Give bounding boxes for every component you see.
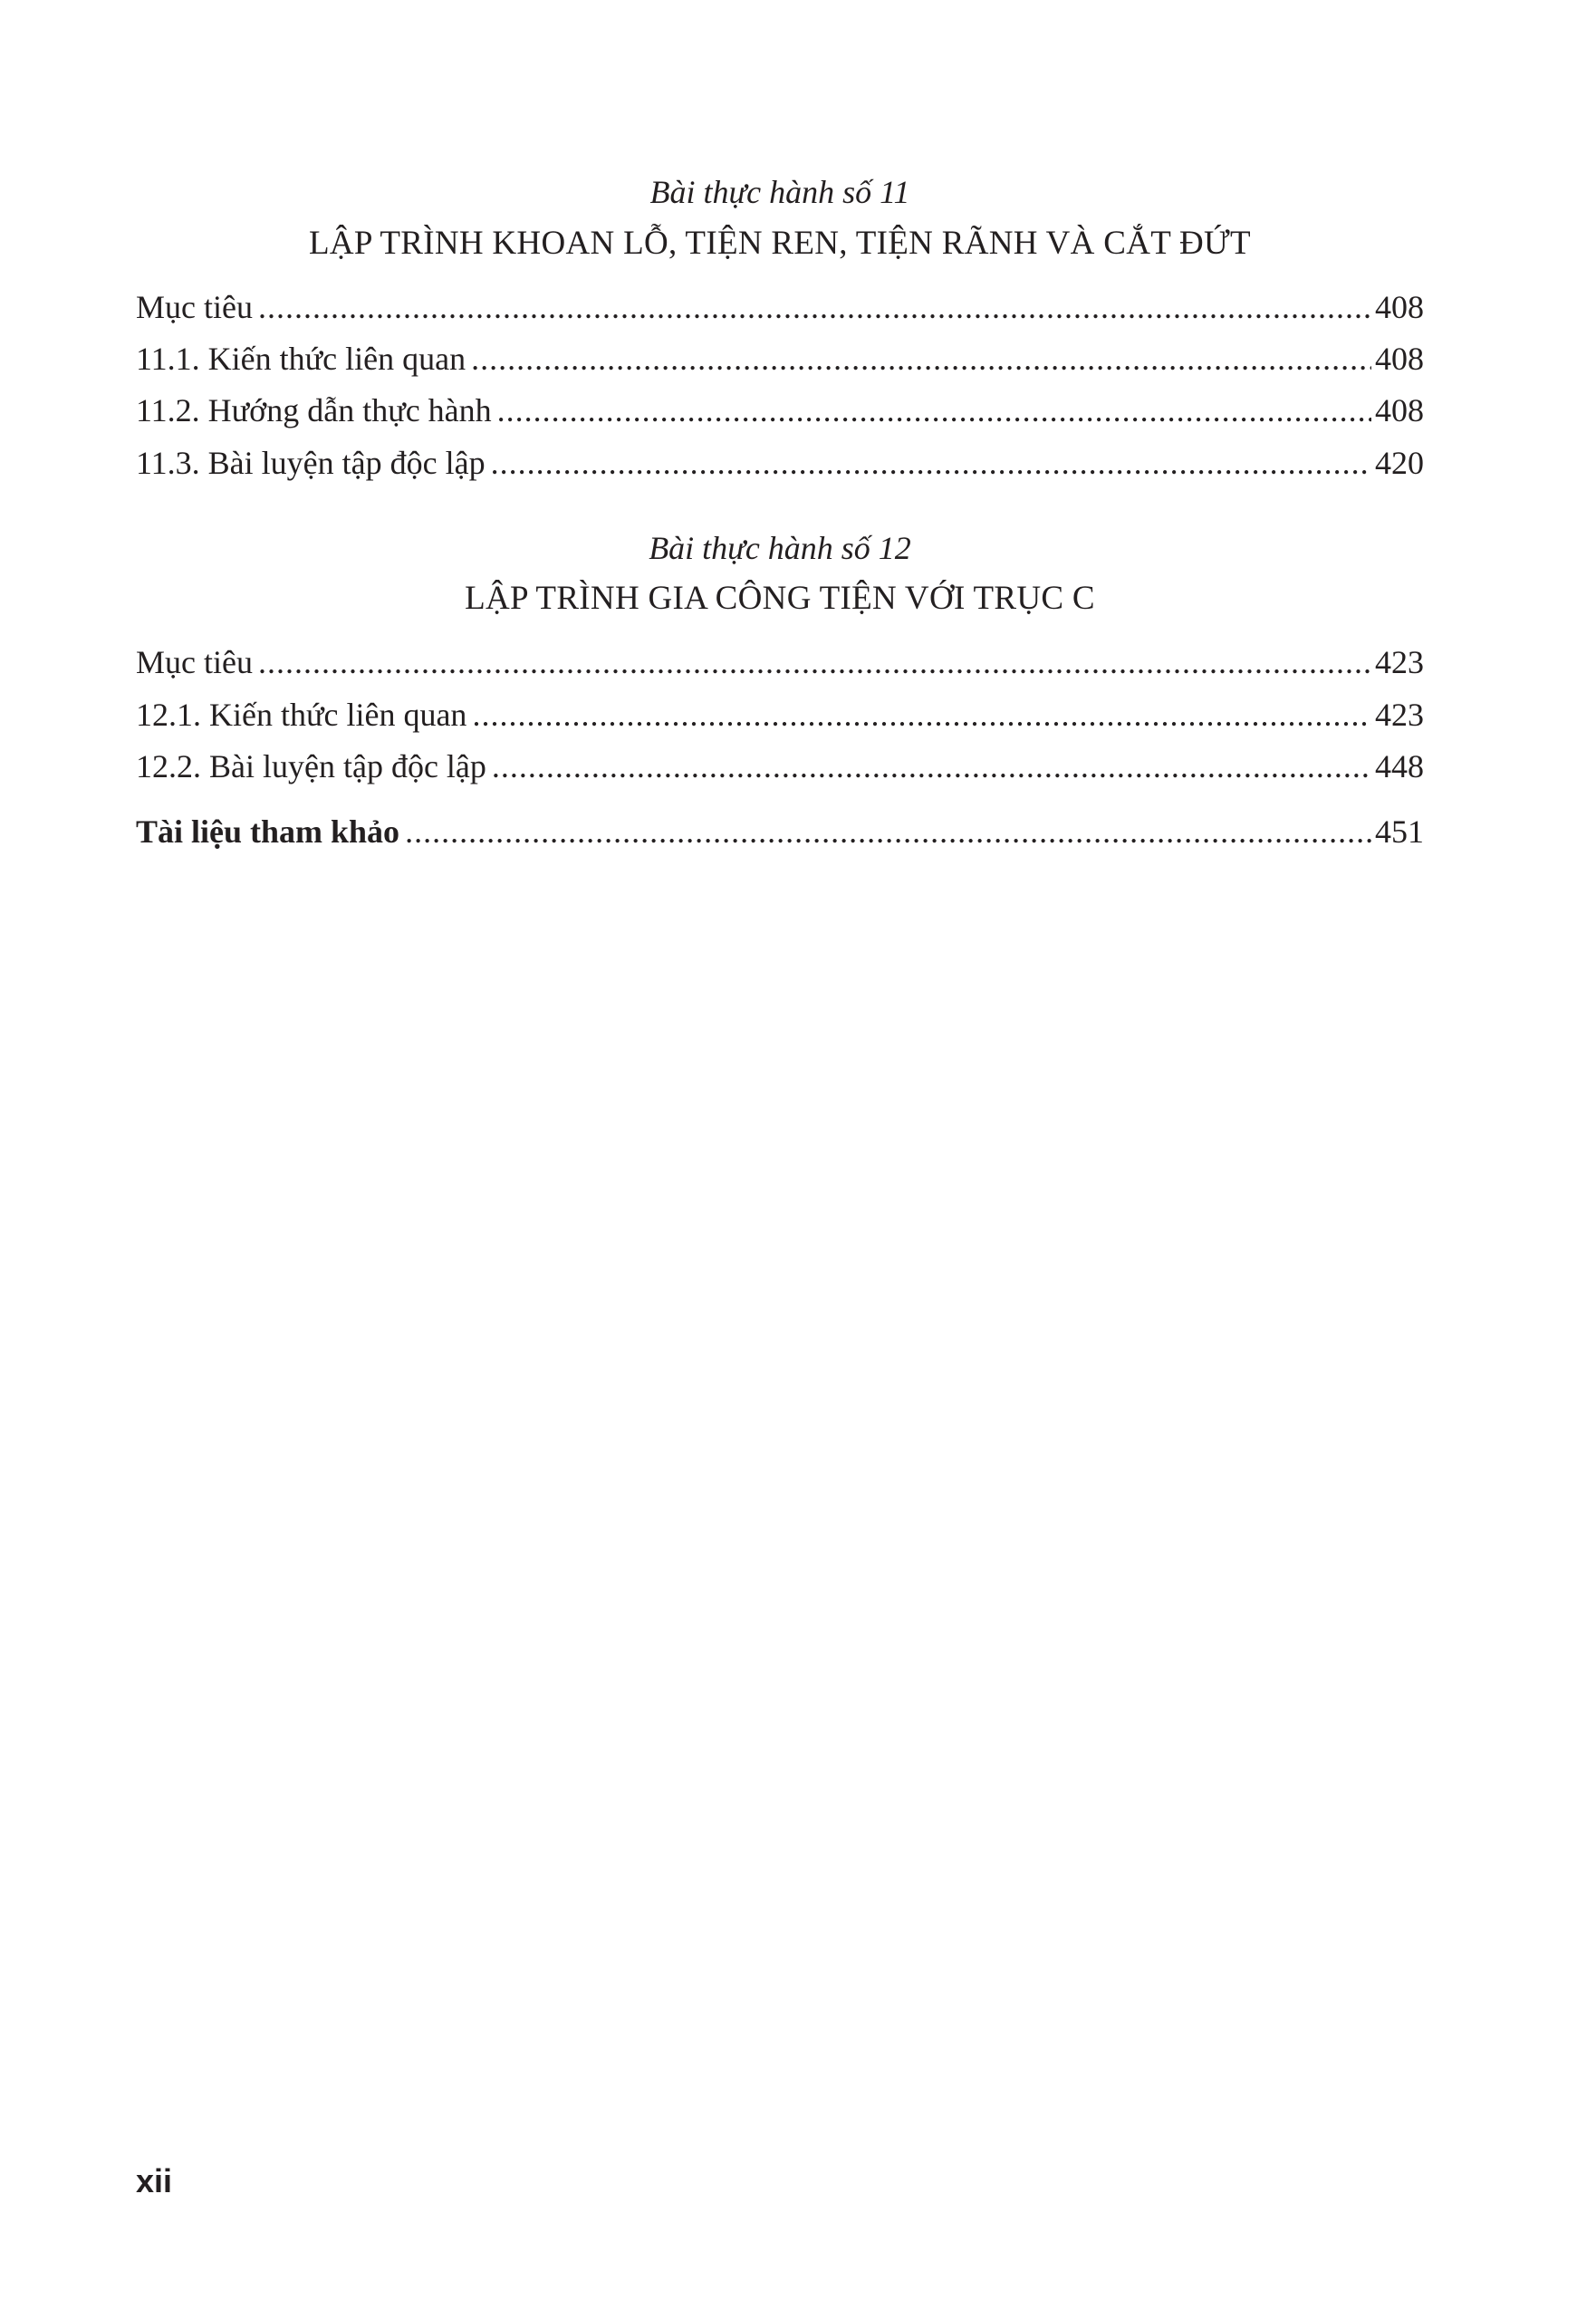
toc-entry-page: 408 — [1375, 341, 1424, 377]
section-12-subtitle: Bài thực hành số 12 — [649, 530, 911, 566]
toc-leader-dots — [258, 643, 1371, 681]
toc-leader-dots — [472, 696, 1371, 734]
toc-leader-dots — [258, 288, 1371, 326]
toc-entry-label: 11.2. Hướng dẫn thực hành — [136, 392, 492, 428]
toc-entry[interactable] — [136, 340, 1424, 378]
toc-entry-page: 420 — [1375, 445, 1424, 481]
toc-entry-page: 451 — [1375, 813, 1424, 850]
toc-entry[interactable] — [136, 288, 1424, 326]
toc-entry-page: 408 — [1375, 289, 1424, 325]
section-11-subtitle: Bài thực hành số 11 — [649, 174, 910, 210]
toc-entry-label: 11.3. Bài luyện tập độc lập — [136, 445, 486, 481]
toc-leader-dots — [492, 747, 1371, 785]
toc-entry-label: Mục tiêu — [136, 289, 253, 325]
toc-entry-label: 12.2. Bài luyện tập độc lập — [136, 748, 486, 784]
toc-entry-page: 408 — [1375, 392, 1424, 428]
toc-leader-dots — [497, 391, 1371, 429]
toc-entry[interactable] — [136, 444, 1424, 482]
toc-leader-dots — [405, 813, 1371, 851]
toc-entry-label: Mục tiêu — [136, 644, 253, 680]
section-11-title: LẬP TRÌNH KHOAN LỖ, TIỆN REN, TIỆN RÃNH VÀ CẮT ĐỨT — [309, 225, 1251, 262]
section-12-title: LẬP TRÌNH GIA CÔNG TIỆN VỚI TRỤC C — [465, 580, 1095, 617]
toc-entry[interactable] — [136, 747, 1424, 785]
toc-leader-dots — [491, 444, 1371, 482]
toc-entry-label: 12.1. Kiến thức liên quan — [136, 697, 467, 733]
toc-entry[interactable] — [136, 696, 1424, 734]
toc-entry-references[interactable] — [136, 813, 1424, 851]
toc-entry-page: 423 — [1375, 697, 1424, 733]
toc-entry-page: 423 — [1375, 644, 1424, 680]
toc-entry-label: Tài liệu tham khảo — [136, 813, 400, 850]
page-number: xii — [136, 2162, 173, 2199]
toc-leader-dots — [471, 340, 1371, 378]
toc-entry-page: 448 — [1375, 748, 1424, 784]
toc-entry[interactable] — [136, 643, 1424, 681]
toc-entry[interactable] — [136, 391, 1424, 429]
toc-entry-label: 11.1. Kiến thức liên quan — [136, 341, 466, 377]
